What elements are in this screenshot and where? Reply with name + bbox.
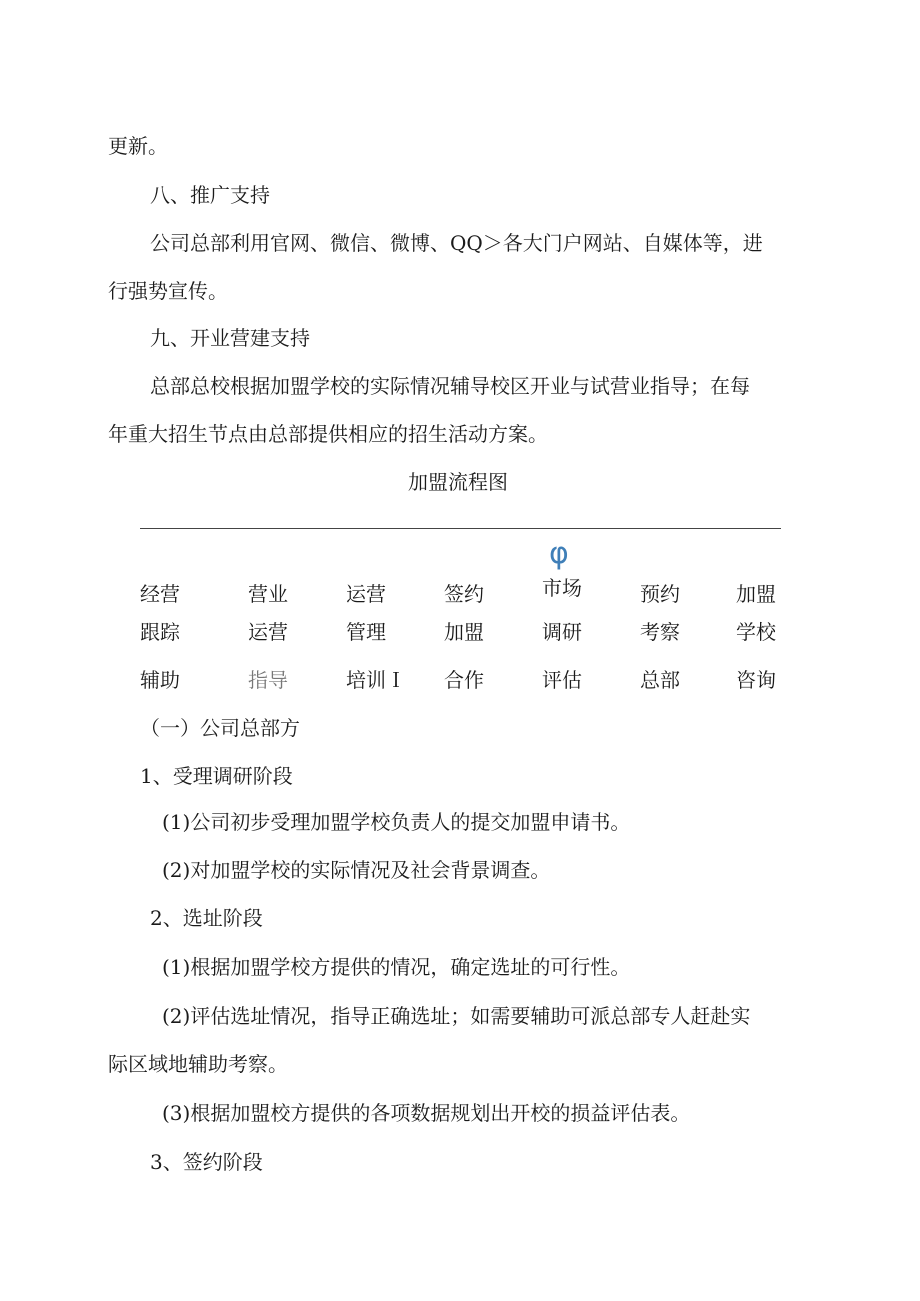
step1-item2: (2)对加盟学校的实际情况及社会背景调查。: [162, 858, 551, 882]
step2-item2-line1: (2)评估选址情况，指导正确选址；如需要辅助可派总部专人赶赴实: [162, 1004, 751, 1028]
step1-heading: 1、受理调研阶段: [140, 764, 293, 788]
step2-item3: (3)根据加盟校方提供的各项数据规划出开校的损益评估表。: [162, 1101, 691, 1125]
flow-col3-r2: 管理: [346, 620, 386, 644]
flow-col7-r1: 加盟: [736, 582, 776, 606]
step3-heading: 3、签约阶段: [150, 1150, 263, 1174]
flow-col5-r1: 市场: [542, 576, 582, 600]
flow-col2-r3: 指导: [248, 668, 288, 692]
flow-col3-r1: 运营: [346, 582, 386, 606]
flow-col4-r1: 签约: [444, 582, 484, 606]
heading-opening-support: 九、开业营建支持: [150, 326, 310, 350]
phi-symbol-icon: φ: [549, 536, 569, 571]
flow-col1-r1: 经营: [140, 582, 180, 606]
flow-col5-r2: 调研: [542, 620, 582, 644]
flow-col6-r2: 考察: [640, 620, 680, 644]
flow-col4-r3: 合作: [444, 668, 484, 692]
flow-col2-r2: 运营: [248, 620, 288, 644]
flow-col6-r3: 总部: [640, 668, 680, 692]
section-heading: （一）公司总部方: [140, 716, 300, 740]
flow-col4-r2: 加盟: [444, 620, 484, 644]
step2-heading: 2、选址阶段: [150, 906, 263, 930]
flow-col3-r3: 培训Ｉ: [346, 668, 406, 692]
step1-item1: (1)公司初步受理加盟学校负责人的提交加盟申请书。: [162, 810, 631, 834]
step2-item2-line2: 际区域地辅助考察。: [108, 1052, 288, 1076]
paragraph-promotion-line1: 公司总部利用官网、微信、微博、QQ＞各大门户网站、自媒体等，进: [150, 231, 763, 255]
flow-col1-r2: 跟踪: [140, 620, 180, 644]
flowchart-divider: [140, 528, 781, 529]
paragraph-opening-line1: 总部总校根据加盟学校的实际情况辅导校区开业与试营业指导；在每: [150, 374, 750, 398]
flow-col2-r1: 营业: [248, 582, 288, 606]
flow-col7-r3: 咨询: [736, 668, 776, 692]
step2-item1: (1)根据加盟学校方提供的情况，确定选址的可行性。: [162, 955, 631, 979]
flow-col1-r3: 辅助: [140, 668, 180, 692]
heading-promotion-support: 八、推广支持: [150, 183, 270, 207]
flow-col5-r3: 评估: [542, 668, 582, 692]
paragraph-continuation: 更新。: [108, 134, 168, 158]
paragraph-opening-line2: 年重大招生节点由总部提供相应的招生活动方案。: [108, 422, 548, 446]
figure-title: 加盟流程图: [408, 470, 508, 494]
paragraph-promotion-line2: 行强势宣传。: [108, 279, 228, 303]
flow-col6-r1: 预约: [640, 582, 680, 606]
flow-col7-r2: 学校: [736, 620, 776, 644]
